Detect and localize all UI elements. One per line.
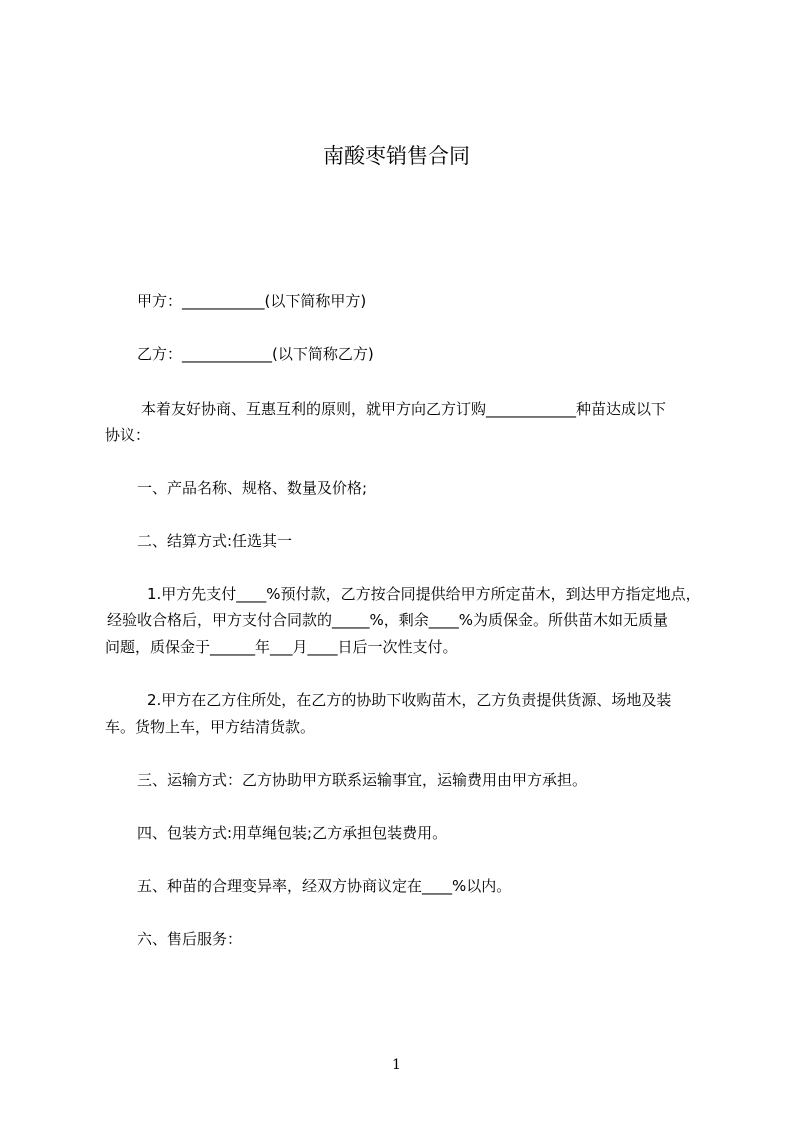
- intro-line-1: 本着友好协商、互惠互利的原则，就甲方向乙方订购____________种苗达成以下: [141, 400, 667, 418]
- intro-line-2: 协议：: [105, 426, 151, 444]
- page-number: 1: [392, 1057, 401, 1073]
- party-b-line: 乙方：____________(以下简称乙方): [137, 345, 374, 363]
- section-6-heading: 六、售后服务：: [137, 930, 243, 948]
- section-5-heading: 五、种苗的合理变异率，经双方协商议定在____%以内。: [137, 877, 512, 895]
- item-1-line-1: 1.甲方先支付____%预付款，乙方按合同提供给甲方所定苗木，到达甲方指定地点，: [147, 585, 701, 603]
- item-2-line-2: 车。货物上车，甲方结清货款。: [105, 718, 316, 736]
- item-2-line-1: 2.甲方在乙方住所处，在乙方的协助下收购苗木，乙方负责提供货源、场地及装: [147, 691, 672, 709]
- section-4-heading: 四、包装方式:用草绳包装;乙方承担包装费用。: [137, 824, 448, 842]
- party-a-line: 甲方：___________(以下简称甲方): [137, 292, 367, 310]
- item-1-line-3: 问题，质保金于______年___月____日后一次性支付。: [105, 638, 458, 656]
- section-3-heading: 三、运输方式：乙方协助甲方联系运输事宜，运输费用由甲方承担。: [137, 771, 588, 789]
- document-title: 南酸枣销售合同: [323, 144, 470, 168]
- section-2-heading: 二、结算方式:任选其一: [137, 532, 293, 550]
- item-1-line-2: 经验收合格后，甲方支付合同款的_____%，剩余____%为质保金。所供苗木如无质量: [107, 611, 669, 629]
- section-1-heading: 一、产品名称、规格、数量及价格;: [137, 479, 368, 497]
